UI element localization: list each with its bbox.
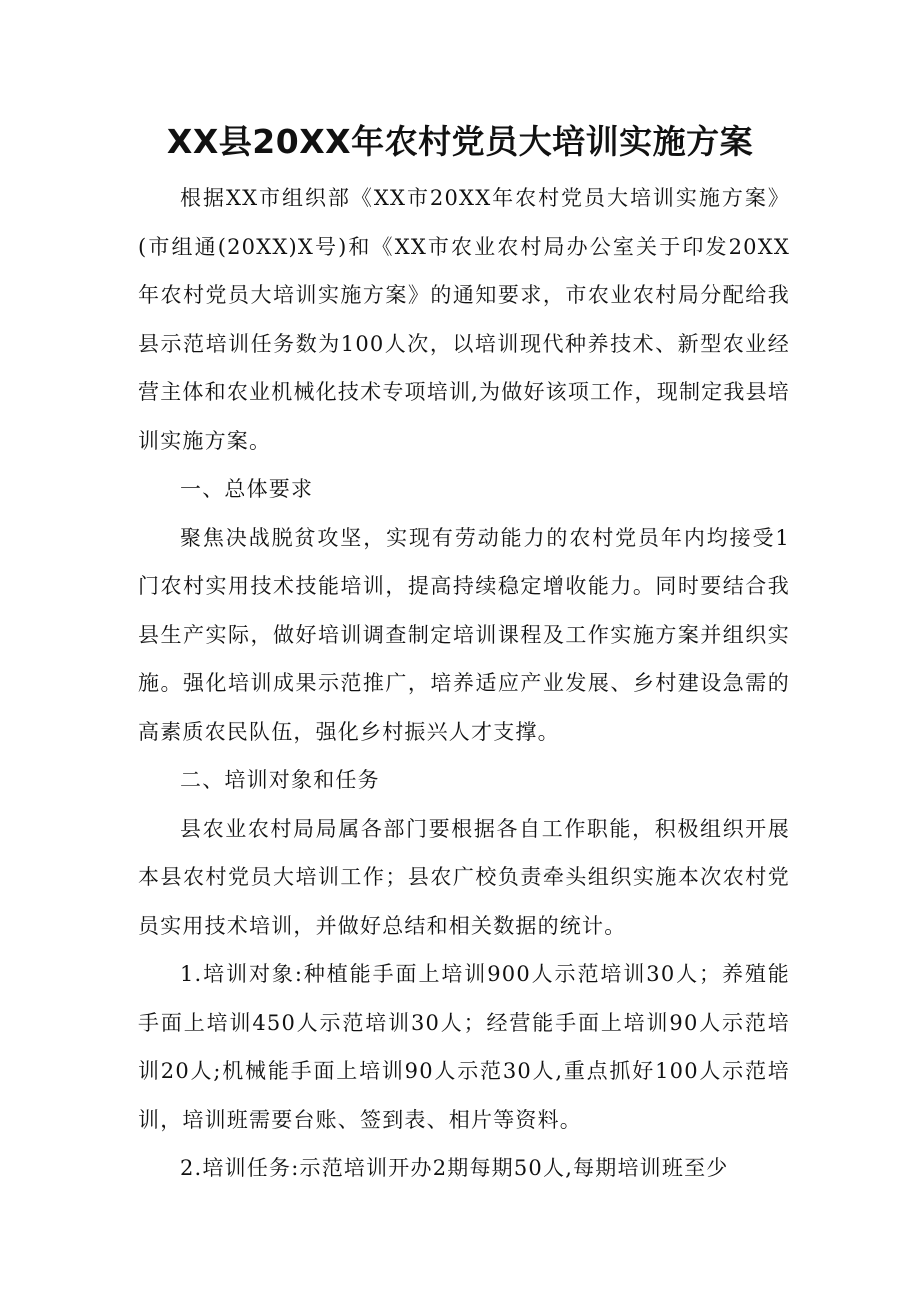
document-body [138, 174, 790, 1193]
paragraph-intro: 根据XX市组织部《XX市20XX年农村党员大培训实施方案》(市组通(20XX)X号)和《XX市农业农村局办公室关于印发20XX年农村党员大培训实施方案》的通知要求，市农业农村局分配给我县示范培训任务数为100人次，以培训现代种养技术、新型农业经营主体和农业机械化技术专项培训,为做好该项工作，现制定我县培训实施方案。 [138, 186, 790, 453]
paragraph-targets-and-tasks: 县农业农村局局属各部门要根据各自工作职能，积极组织开展本县农村党员大培训工作；县农广校负责牵头组织实施本次农村党员实用技术培训，并做好总结和相关数据的统计。 [138, 816, 790, 938]
document-title: XX县20XX年农村党员大培训实施方案 [166, 122, 754, 161]
paragraph-general-requirements: 聚焦决战脱贫攻坚，实现有劳动能力的农村党员年内均接受1门农村实用技术技能培训，提高持续稳定增收能力。同时要结合我县生产实际，做好培训调查制定培训课程及工作实施方案并组织实施。强化培训成果示范推广，培养适应产业发展、乡村建设急需的高素质农民队伍，强化乡村振兴人才支撑。 [138, 525, 790, 744]
paragraph-training-targets: 1.培训对象:种植能手面上培训900人示范培训30人；养殖能手面上培训450人示范培训30人；经营能手面上培训90人示范培训20人;机械能手面上培训90人示范30人,重点抓好100人示范培训，培训班需要台账、签到表、相片等资料。 [138, 962, 790, 1132]
paragraph-training-tasks: 2.培训任务:示范培训开办2期每期50人,每期培训班至少 [180, 1156, 729, 1180]
section-heading-targets-and-tasks: 二、培训对象和任务 [180, 768, 380, 792]
section-heading-general-requirements: 一、总体要求 [180, 477, 314, 501]
